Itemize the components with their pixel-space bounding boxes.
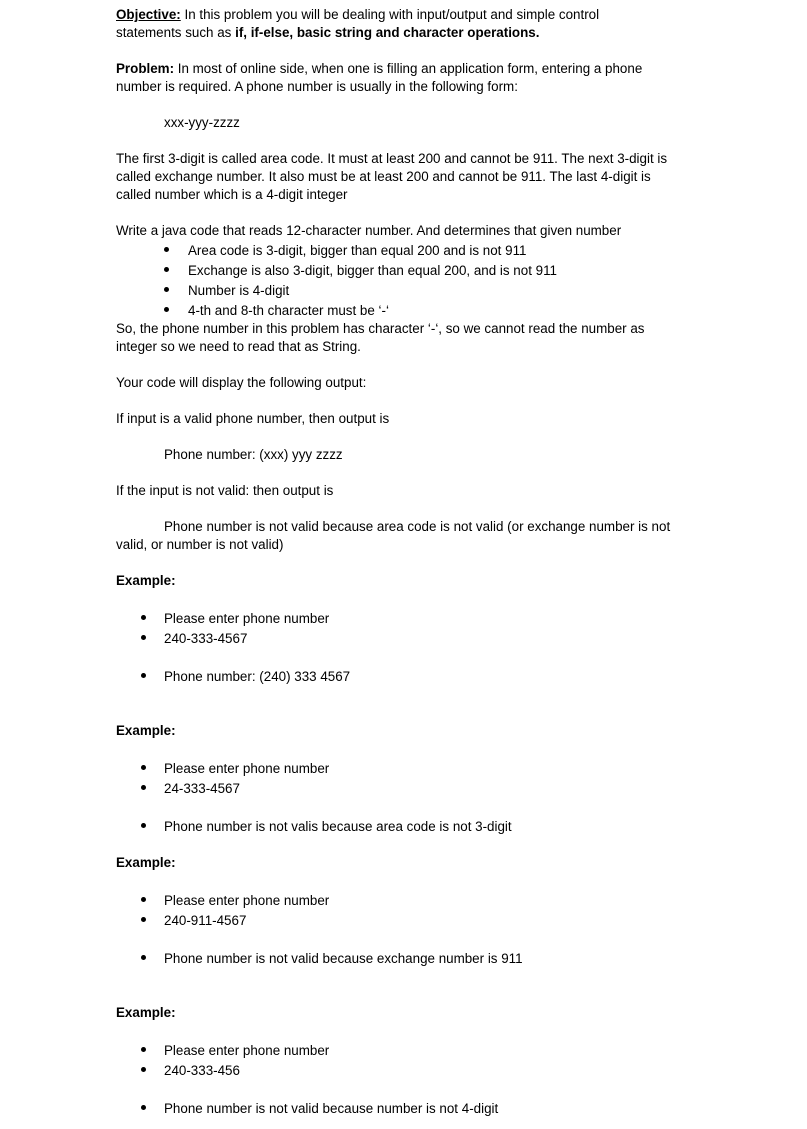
problem-desc-2: called exchange number. It also must be at least 200 and cannot be 911. The last 4-digit is: [116, 169, 651, 184]
task-intro: Write a java code that reads 12-character number. And determines that given number: [116, 223, 622, 238]
valid-intro: If input is a valid phone number, then output is: [116, 411, 390, 426]
example-3-label: Example:: [116, 855, 176, 870]
bullet-icon: [141, 673, 146, 678]
objective-text-2: statements such as: [116, 25, 236, 40]
rule-1: Area code is 3-digit, bigger than equal 200 and is not 911: [188, 243, 527, 258]
objective-line-2: [116, 24, 539, 42]
invalid-intro: If the input is not valid: then output is: [116, 483, 334, 498]
task-note-2: integer so we need to read that as String.: [116, 339, 361, 354]
valid-format: Phone number: (xxx) yyy zzzz: [164, 447, 343, 462]
bullet-icon: [141, 765, 146, 770]
bullet-icon: [141, 897, 146, 902]
bullet-icon: [164, 287, 169, 292]
rule-2: Exchange is also 3-digit, bigger than equal 200, and is not 911: [188, 263, 557, 278]
objective-text-2-bold: if, if-else, basic string and character operations.: [235, 25, 540, 40]
bullet-icon: [164, 267, 169, 272]
example-2-result: Phone number is not valis because area code is not 3-digit: [164, 819, 512, 834]
example-1-prompt: Please enter phone number: [164, 611, 330, 626]
example-3-input: 240-911-4567: [164, 913, 247, 928]
example-4-input: 240-333-456: [164, 1063, 240, 1078]
problem-desc-3: called number which is a 4-digit integer: [116, 187, 348, 202]
example-1-result: Phone number: (240) 333 4567: [164, 669, 351, 684]
rule-3: Number is 4-digit: [188, 283, 290, 298]
bullet-icon: [141, 1067, 146, 1072]
bullet-icon: [164, 247, 169, 252]
rule-4: 4-th and 8-th character must be ‘-‘: [188, 303, 389, 318]
example-3-result: Phone number is not valid because exchange number is 911: [164, 951, 523, 966]
problem-text-1: In most of online side, when one is filling an application form, entering a phone: [174, 61, 643, 76]
example-4-prompt: Please enter phone number: [164, 1043, 330, 1058]
example-3-prompt: Please enter phone number: [164, 893, 330, 908]
example-2-prompt: Please enter phone number: [164, 761, 330, 776]
example-2-label: Example:: [116, 723, 176, 738]
bullet-icon: [141, 785, 146, 790]
objective-label: Objective:: [116, 7, 181, 22]
phone-format: xxx-yyy-zzzz: [164, 115, 240, 130]
output-intro: Your code will display the following output:: [116, 375, 367, 390]
invalid-line-2: valid, or number is not valid): [116, 537, 284, 552]
objective-text-1: In this problem you will be dealing with input/output and simple control: [180, 7, 600, 22]
example-2-input: 24-333-4567: [164, 781, 240, 796]
problem-desc-1: The first 3-digit is called area code. It must at least 200 and cannot be 911. The next 3-digit is: [116, 151, 668, 166]
task-note-1: So, the phone number in this problem has character ‘-‘, so we cannot read the number as: [116, 321, 645, 336]
example-4-result: Phone number is not valid because number is not 4-digit: [164, 1101, 499, 1116]
bullet-icon: [141, 955, 146, 960]
bullet-icon: [141, 635, 146, 640]
bullet-icon: [141, 615, 146, 620]
bullet-icon: [164, 307, 169, 312]
example-1-label: Example:: [116, 573, 176, 588]
invalid-line-1: Phone number is not valid because area code is not valid (or exchange number is not: [164, 519, 671, 534]
bullet-icon: [141, 1105, 146, 1110]
bullet-icon: [141, 917, 146, 922]
problem-line-2: number is required. A phone number is usually in the following form:: [116, 79, 518, 94]
bullet-icon: [141, 1047, 146, 1052]
bullet-icon: [141, 823, 146, 828]
objective-line-1: [116, 6, 599, 24]
example-4-label: Example:: [116, 1005, 176, 1020]
problem-line-1: [116, 60, 642, 78]
problem-label: Problem:: [116, 61, 175, 76]
example-1-input: 240-333-4567: [164, 631, 248, 646]
